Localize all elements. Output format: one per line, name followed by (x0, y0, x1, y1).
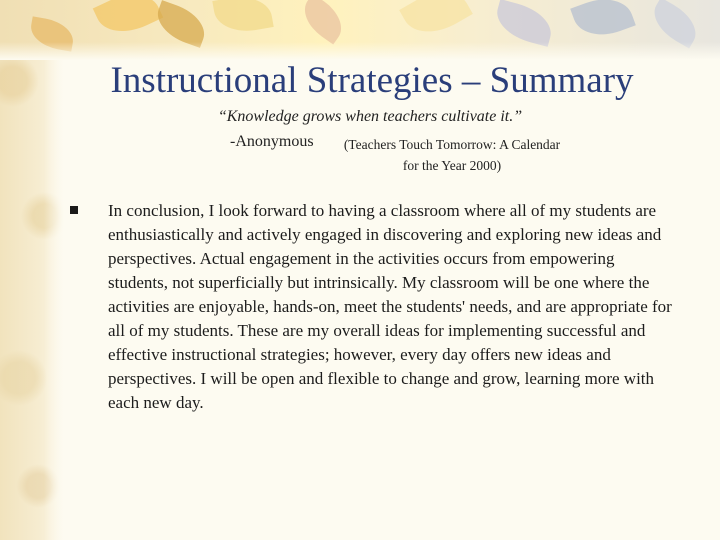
leaf-decoration (28, 16, 76, 51)
leaf-decoration (646, 0, 704, 48)
square-bullet-icon (70, 206, 78, 214)
leaf-decoration (296, 0, 351, 44)
summary-bullet-text: In conclusion, I look forward to having a classroom where all of my students are enthusiastically and actively engaged in discovering and exploring new ideas and perspectives. Actual engagement in the activities occurs from empowering students, not superficially but intrinsically. My classroom will be one where the activities are enjoyable, hands-on, meet the students' needs, and are appropriate for all of my students. These are my overall ideas for implementing successful and effective instructional strategies; however, every day offers new ideas and perspectives. I will be open and flexible to change and grow, learning more with each new day. (108, 201, 672, 412)
leaf-decoration (492, 0, 557, 47)
leaf-decoration (93, 0, 163, 43)
leaf-decoration (570, 0, 636, 44)
leaf-decoration (212, 0, 273, 37)
slide-quote: “Knowledge grows when teachers cultivate it.” (217, 108, 523, 125)
quote-attribution: -Anonymous (230, 133, 314, 150)
leaf-decoration (151, 0, 211, 48)
quote-source: (Teachers Touch Tomorrow: A Calendar for the Year 2000) (343, 137, 561, 173)
leaf-decoration (399, 0, 473, 45)
decorative-leaf-banner (0, 0, 720, 60)
slide-title: Instructional Strategies – Summary (110, 60, 634, 101)
decorative-left-border (0, 0, 64, 540)
